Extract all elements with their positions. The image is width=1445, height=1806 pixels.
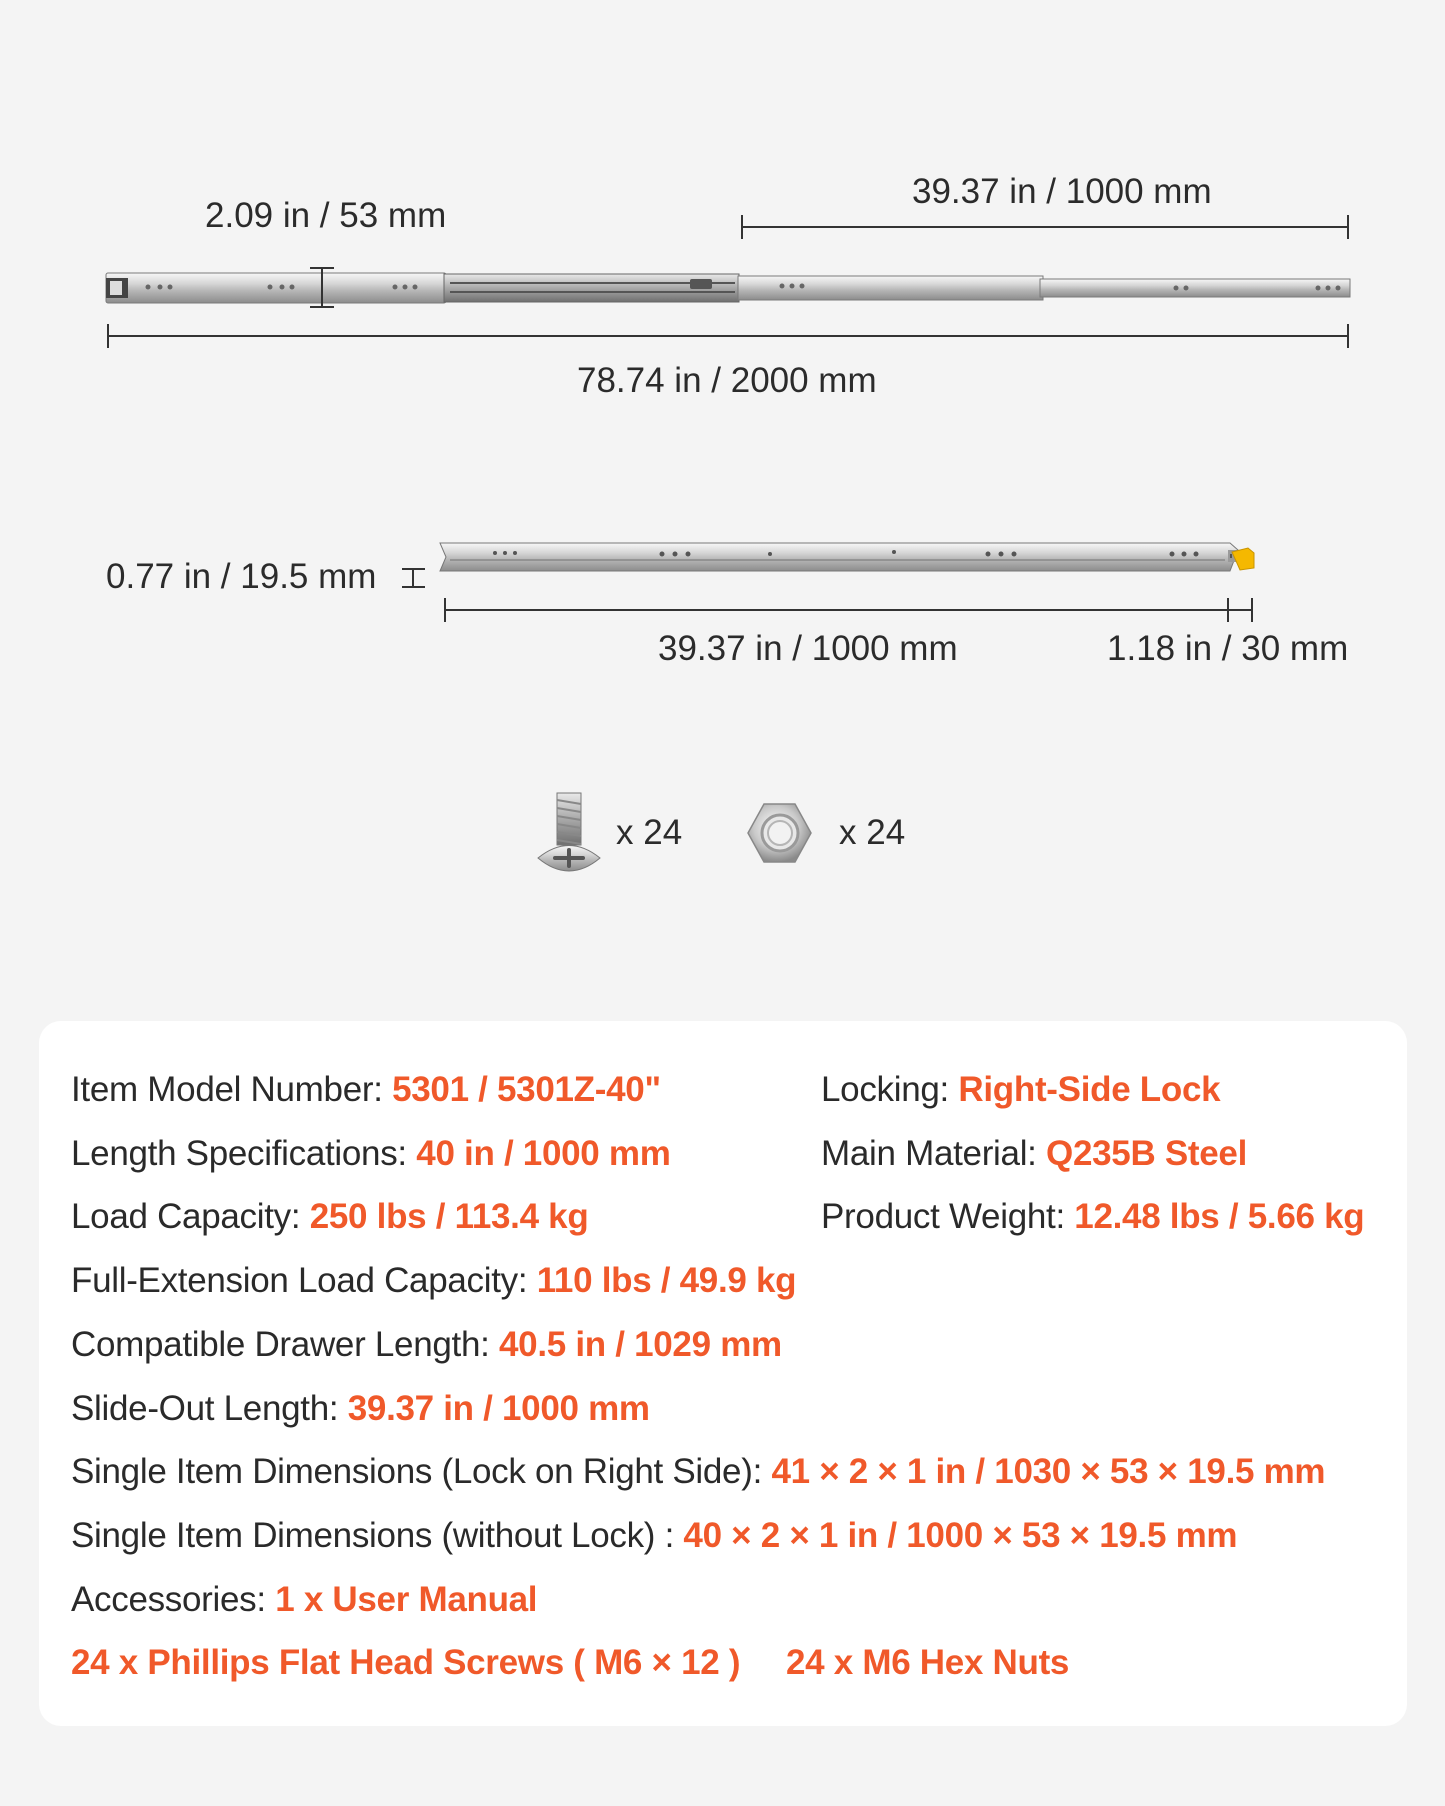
spec-model-number: Item Model Number: 5301 / 5301Z-40"	[71, 1070, 661, 1109]
lock-length-label: 1.18 in / 30 mm	[1107, 629, 1349, 668]
spec-dimensions-lock: Single Item Dimensions (Lock on Right Side): 41 × 2 × 1 in / 1030 × 53 × 19.5 mm	[71, 1452, 1326, 1491]
extended-slide	[106, 273, 1350, 303]
spec-full-extension-load: Full-Extension Load Capacity: 110 lbs / 49.9 kg	[71, 1261, 797, 1300]
screw-quantity: x 24	[616, 813, 683, 852]
hex-nut-icon	[748, 804, 811, 862]
extension-dimension-line	[742, 215, 1348, 239]
screw-icon	[538, 793, 600, 871]
spec-slide-out-length: Slide-Out Length: 39.37 in / 1000 mm	[71, 1389, 650, 1428]
thickness-label: 0.77 in / 19.5 mm	[106, 557, 377, 596]
spec-load-capacity: Load Capacity: 250 lbs / 113.4 kg	[71, 1197, 589, 1236]
spec-weight: Product Weight: 12.48 lbs / 5.66 kg	[821, 1197, 1365, 1236]
closed-length-dimension-line	[445, 598, 1228, 622]
spec-material: Main Material: Q235B Steel	[821, 1134, 1248, 1173]
lock-length-dimension-line	[1228, 598, 1252, 622]
spec-locking: Locking: Right-Side Lock	[821, 1070, 1221, 1109]
spec-accessories: Accessories: 1 x User Manual	[71, 1580, 538, 1619]
spec-screws: 24 x Phillips Flat Head Screws ( M6 × 12 )	[71, 1643, 741, 1682]
total-length-label: 78.74 in / 2000 mm	[577, 361, 877, 400]
closed-length-label: 39.37 in / 1000 mm	[658, 629, 958, 668]
thickness-dimension-marker	[402, 569, 425, 587]
spec-length: Length Specifications: 40 in / 1000 mm	[71, 1134, 671, 1173]
extension-length-label: 39.37 in / 1000 mm	[912, 172, 1212, 211]
spec-nuts: 24 x M6 Hex Nuts	[786, 1643, 1070, 1682]
extended-width-label: 2.09 in / 53 mm	[205, 196, 447, 235]
spec-drawer-length: Compatible Drawer Length: 40.5 in / 1029 mm	[71, 1325, 782, 1364]
closed-slide	[440, 543, 1254, 571]
spec-dimensions-no-lock: Single Item Dimensions (without Lock) : 40 × 2 × 1 in / 1000 × 53 × 19.5 mm	[71, 1516, 1238, 1555]
nut-quantity: x 24	[839, 813, 906, 852]
total-length-dimension-line	[108, 324, 1348, 348]
specifications-card	[39, 1021, 1407, 1726]
